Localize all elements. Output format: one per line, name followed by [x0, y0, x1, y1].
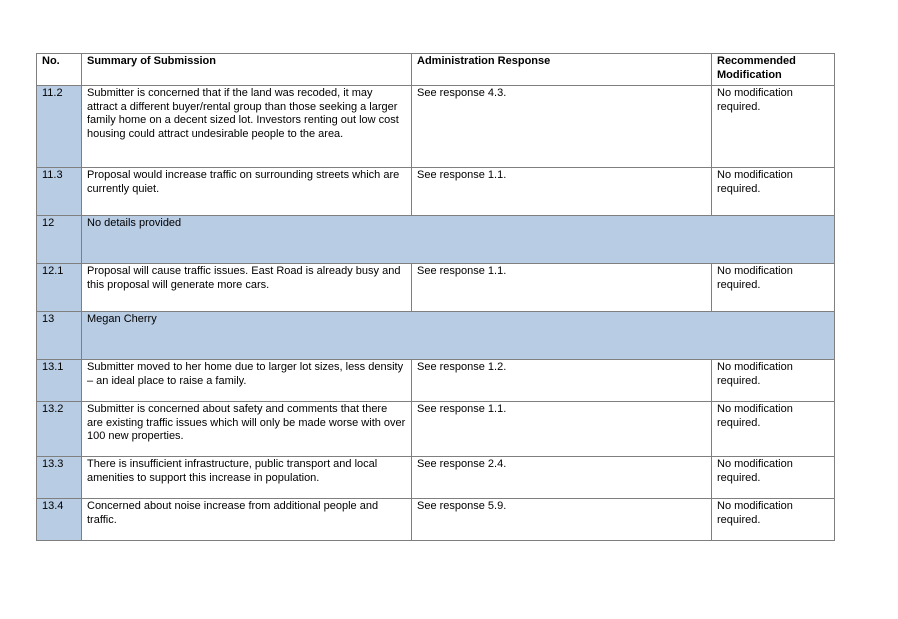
table-row: [37, 264, 835, 312]
row-summary: Proposal will cause traffic issues. East Road is already busy and this proposal will generate more cars.: [82, 264, 412, 312]
section-title: Megan Cherry: [82, 312, 835, 360]
row-modification: No modification required.: [712, 86, 835, 168]
table-row: [37, 168, 835, 216]
row-modification: No modification required.: [712, 168, 835, 216]
table-header-row: [37, 54, 835, 86]
header-response: Administration Response: [412, 54, 712, 86]
row-modification: No modification required.: [712, 264, 835, 312]
section-number: 13: [37, 312, 82, 360]
row-response: See response 1.2.: [412, 360, 712, 402]
row-number: 13.2: [37, 402, 82, 457]
row-number: 11.3: [37, 168, 82, 216]
table-row: [37, 499, 835, 541]
header-no: No.: [37, 54, 82, 86]
row-modification: No modification required.: [712, 402, 835, 457]
row-response: See response 2.4.: [412, 457, 712, 499]
row-summary: Submitter is concerned about safety and comments that there are existing traffic issues which will only be made worse with over 100 new properties.: [82, 402, 412, 457]
submissions-table: [36, 53, 835, 541]
row-response: See response 5.9.: [412, 499, 712, 541]
row-summary: Submitter moved to her home due to larger lot sizes, less density – an ideal place to raise a family.: [82, 360, 412, 402]
row-number: 11.2: [37, 86, 82, 168]
row-response: See response 1.1.: [412, 168, 712, 216]
row-summary: Proposal would increase traffic on surrounding streets which are currently quiet.: [82, 168, 412, 216]
row-modification: No modification required.: [712, 499, 835, 541]
table-row: [37, 86, 835, 168]
row-number: 13.3: [37, 457, 82, 499]
row-response: See response 1.1.: [412, 402, 712, 457]
row-summary: There is insufficient infrastructure, public transport and local amenities to support this increase in population.: [82, 457, 412, 499]
row-modification: No modification required.: [712, 457, 835, 499]
section-number: 12: [37, 216, 82, 264]
row-response: See response 4.3.: [412, 86, 712, 168]
row-number: 12.1: [37, 264, 82, 312]
row-summary: Concerned about noise increase from additional people and traffic.: [82, 499, 412, 541]
section-title: No details provided: [82, 216, 835, 264]
row-response: See response 1.1.: [412, 264, 712, 312]
row-summary: Submitter is concerned that if the land was recoded, it may attract a different buyer/rental group than those seeking a larger family home on a decent sized lot. Investors renting out low cost housing could attract undesirable people to the area.: [82, 86, 412, 168]
header-summary: Summary of Submission: [82, 54, 412, 86]
table-row: [37, 457, 835, 499]
header-modification: Recommended Modification: [712, 54, 835, 86]
row-number: 13.1: [37, 360, 82, 402]
row-number: 13.4: [37, 499, 82, 541]
table-row: [37, 402, 835, 457]
table-row: [37, 360, 835, 402]
section-row: [37, 312, 835, 360]
section-row: [37, 216, 835, 264]
row-modification: No modification required.: [712, 360, 835, 402]
